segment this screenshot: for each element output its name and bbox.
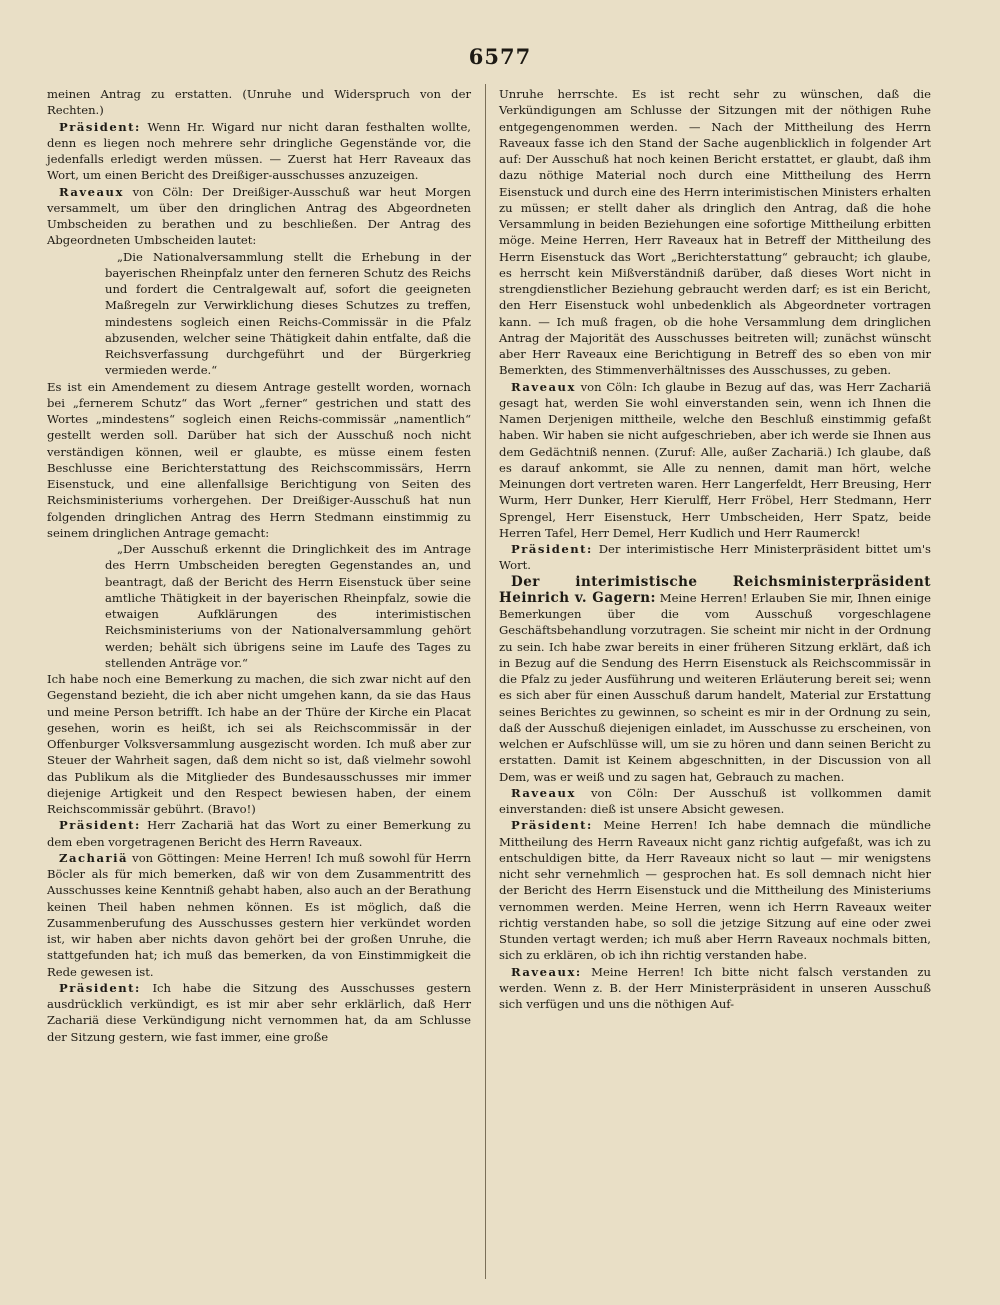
speaker-name: Raveaux — [59, 184, 124, 199]
paragraph-text: Der interimistische Herr Ministerpräsident bittet um's Wort. — [499, 542, 931, 573]
paragraph — [47, 379, 471, 542]
column-divider — [485, 84, 486, 1279]
speaker-name: Präsident: — [511, 542, 593, 556]
speaker-name: Raveaux: — [511, 964, 582, 979]
right-column — [499, 86, 931, 1012]
paragraph — [499, 86, 931, 379]
left-column — [47, 86, 471, 1045]
paragraph-text: von Göttingen: Meine Herren! Ich muß sowohl für Herrn Böcler als für mich bemerken, daß wir von dem Zusammentritt des Ausschusses keine Kenntniß gehabt haben, also auch an der Berathung keinen Theil haben nehmen können. Es ist möglich, daß die Zusammenberufung des Ausschusses gestern hier verkündet worden ist, wir haben aber nichts davon gehört bei der großen Unruhe, die stattgefunden hat; ich muß das bemerken, da von Einstimmigkeit die Rede gewesen ist. — [47, 850, 471, 979]
paragraph-text: „Die Nationalversammlung stellt die Erhebung in der bayerischen Rheinpfalz unter den ferneren Schutz des Reichs und fordert die Centralgewalt auf, sofort die geeigneten Maßregeln zur Verwirklichung dieses Schutzes zu treffen, mindestens sogleich einen Reichs-Commissär in die Pfalz abzusenden, welcher seine Thätigkeit dahin entfalte, daß die Reichsverfassung durchgeführt und der Bürgerkrieg vermieden werde.“ — [105, 249, 471, 378]
speaker-name: Präsident: — [59, 119, 141, 134]
quoted-motion — [105, 541, 471, 671]
speaker-name: Raveaux — [511, 379, 576, 394]
paragraph — [499, 541, 931, 574]
paragraph-text: Herr Zachariä hat das Wort zu einer Bemerkung zu dem eben vorgetragenen Bericht des Herrn Raveaux. — [47, 818, 472, 849]
page-number: 6577 — [468, 44, 532, 69]
paragraph-text: „Der Ausschuß erkennt die Dringlichkeit des im Antrage des Herrn Umbscheiden beregten Gegenstandes an, und beantragt, daß der Bericht des Herrn Eisenstuck über seine amtliche Thätigkeit in der bayerischen Rheinpfalz, sowie die etwaigen Aufklärungen des interimistischen Reichsministeriums von der Nationalversammlung gehört werden; behält sich übrigens seine im Laufe des Tages zu stellenden Anträge vor.“ — [105, 542, 471, 670]
paragraph-text: von Cöln: Der Ausschuß ist vollkommen damit einverstanden: dieß ist unsere Absicht gewesen. — [499, 785, 931, 816]
paragraph-text: Ich habe die Sitzung des Ausschusses gestern ausdrücklich verkündigt, es ist mir aber sehr erklärlich, daß Herr Zachariä diese Verkündigung nicht vernommen hat, da am Schlusse der Sitzung gestern, wie fast immer, eine große — [47, 980, 471, 1044]
paragraph-text: meinen Antrag zu erstatten. (Unruhe und Widerspruch von der Rechten.) — [47, 87, 471, 118]
quoted-motion — [105, 249, 471, 379]
paragraph-text: Wenn Hr. Wigard nur nicht daran festhalten wollte, denn es liegen noch mehrere sehr dringliche Gegenstände vor, die jedenfalls erledigt werden müssen. — Zuerst hat Herr Raveaux das Wort, um einen Bericht des Dreißiger-ausschusses anzuzeigen. — [47, 119, 471, 183]
paragraph — [499, 574, 931, 785]
paragraph — [499, 785, 931, 818]
paragraph — [47, 817, 471, 850]
paragraph-text: Es ist ein Amendement zu diesem Antrage gestellt worden, wornach bei „fernerem Schutz“ das Wort „ferner“ gestrichen und statt des Wortes „mindestens“ sogleich einen Reichs-commissär „namentlich“ gestellt werden soll. Darüber hat sich der Ausschuß noch nicht verständigen können, weil er glaubte, es müsse einem festen Beschlusse eine Berichterstattung des Reichscommissärs, Herrn Eisenstuck, und eine allenfallsige Berichtigung von Seiten des Reichsministeriums vorhergehen. Der Dreißiger-Ausschuß hat nun folgenden dringlichen Antrag des Herrn Stedmann einstimmig zu seinem dringlichen Antrage gemacht: — [47, 379, 471, 540]
paragraph-text: von Cöln: Der Dreißiger-Ausschuß war heut Morgen versammelt, um über den dringlichen Antrag des Abgeordneten Umbscheiden zu berathen und zu beschließen. Der Antrag des Abgeordneten Umbscheiden lautet: — [47, 184, 471, 248]
speaker-name: Präsident: — [59, 980, 141, 995]
speaker-name: Präsident: — [59, 818, 141, 833]
paragraph — [499, 964, 931, 1013]
paragraph — [499, 379, 931, 542]
speaker-name: Zachariä — [59, 850, 129, 865]
paragraph — [47, 850, 471, 980]
paragraph-text: von Cöln: Ich glaube in Bezug auf das, was Herr Zachariä gesagt hat, werden Sie wohl einverstanden sein, wenn ich Ihnen die Namen Derjenigen mittheile, welche den Beschluß einstimmig gefaßt haben. Wir haben sie nicht aufgeschrieben, aber ich werde sie Ihnen aus dem Gedächtniß nennen. (Zuruf: Alle, außer Zachariä.) Ich glaube, daß es darauf ankommt, sie Alle zu nennen, damit man hört, welche Meinungen dort vertreten waren. Herr Langerfeldt, Herr Breusing, Herr Wurm, Herr Dunker, Herr Kierulff, Herr Fröbel, Herr Stedmann, Herr Sprengel, Herr Eisenstuck, Herr Umbscheiden, Herr Spatz, beide Herren Tafel, Herr Demel, Herr Kudlich und Herr Raumerck! — [499, 379, 931, 540]
paragraph-text: Meine Herren! Ich bitte nicht falsch verstanden zu werden. Wenn z. B. der Herr Ministerpräsident in unseren Ausschuß sich verfügen und uns die nöthigen Auf- — [499, 964, 932, 1011]
paragraph-text: Unruhe herrschte. Es ist recht sehr zu wünschen, daß die Verkündigungen am Schlusse der Sitzungen mit der nöthigen Ruhe entgegengenommen werden. — Nach der Mittheilung des Herrn Raveaux fasse ich den Stand der Sache augenblicklich in folgender Art auf: Der Ausschuß hat noch keinen Bericht erstattet, er glaubt, daß ihm dazu nöthige Material noch durch eine Mittheilung des Herrn Eisenstuck und durch eine des Herrn interimistischen Ministers erhalten zu müssen; er stellt daher als dringlich den Antrag, daß die hohe Versammlung in beiden Beziehungen eine sofortige Mittheilung erbitten möge. Meine Herren, Herr Raveaux hat in Betreff der Mittheilung des Herrn Eisenstuck das Wort „Berichterstattung“ gebraucht; ich glaube, es herrscht kein Mißverständniß darüber, daß dieses Wort nicht in strengdienstlicher Beziehung gebraucht werden darf; es ist ein Bericht, den Herr Eisenstuck wohl unbedenklich als Abgeordneter vortragen kann. — Ich muß fragen, ob die hohe Versammlung dem dringlichen Antrag der Majorität des Ausschusses beitreten will; zunächst wünscht aber Herr Raveaux eine Berichtigung in Betreff des so eben von mir Bemerkten, des Stimmenverhältnisses des Ausschusses, zu geben. — [499, 87, 931, 378]
speaker-name: Raveaux — [511, 785, 576, 800]
paragraph-text: Meine Herren! Erlauben Sie mir, Ihnen einige Bemerkungen über die vom Ausschuß vorgeschlagene Geschäftsbehandlung vorzutragen. Sie scheint mir nicht in der Ordnung zu sein. Ich habe zwar bereits in einer früheren Sitzung erklärt, daß ich in Bezug auf die Sendung des Herrn Eisenstuck als Reichscommissär in die Pfalz zu jeder Ausführung und weiteren Erläuterung bereit sei; wenn es sich aber für einen Ausschuß darum handelt, Material zur Erstattung seines Berichtes zu gewinnen, so scheint es mir in der Ordnung zu sein, daß der Ausschuß diejenigen einladet, im Ausschusse zu erscheinen, von welchen er Aufschlüsse will, um sie zu hören und dann seinen Bericht zu erstatten. Damit ist Keinem abgeschnitten, in der Discussion von all Dem, was er weiß und zu sagen hat, Gebrauch zu machen. — [499, 590, 931, 784]
paragraph — [47, 980, 471, 1045]
speaker-name: Präsident: — [511, 818, 593, 833]
speaker-name: Der interimistische Reichsministerpräsident Heinrich v. Gagern: — [499, 573, 931, 606]
paragraph — [47, 671, 471, 817]
paragraph — [47, 184, 471, 249]
paragraph-text: Ich habe noch eine Bemerkung zu machen, die sich zwar nicht auf den Gegenstand bezieht, die ich aber nicht umgehen kann, da sie das Haus und meine Person betrifft. Ich habe an der Thüre der Kirche ein Placat gesehen, worin es heißt, ich sei als Reichscommissär in der Offenburger Volksversammlung ausgezischt worden. Ich muß aber zur Steuer der Wahrheit sagen, daß dem nicht so ist, daß vielmehr sowohl das Publikum als die Mitglieder des Bundesausschusses mir immer diejenige Artigkeit und den Respect bewiesen haben, der einem Reichscommissär gebührt. (Bravo!) — [47, 672, 471, 816]
paragraph — [47, 119, 471, 184]
paragraph-text: Meine Herren! Ich habe demnach die mündliche Mittheilung des Herrn Raveaux nicht ganz richtig aufgefaßt, was ich zu entschuldigen bitte, da Herr Raveaux nicht so laut — mir wenigstens nicht sehr vernehmlich — gesprochen hat. Es soll demnach nicht hier der Bericht des Herrn Eisenstuck und die Mittheilung des Ministeriums vernommen werden. Meine Herren, wenn ich Herrn Raveaux weiter richtig verstanden habe, so soll die jetzige Sitzung auf eine oder zwei Stunden vertagt werden; ich muß aber Herrn Raveaux nochmals bitten, sich zu erklären, ob ich ihn richtig verstanden habe. — [499, 818, 931, 963]
paragraph — [47, 86, 471, 119]
paragraph — [499, 817, 931, 963]
